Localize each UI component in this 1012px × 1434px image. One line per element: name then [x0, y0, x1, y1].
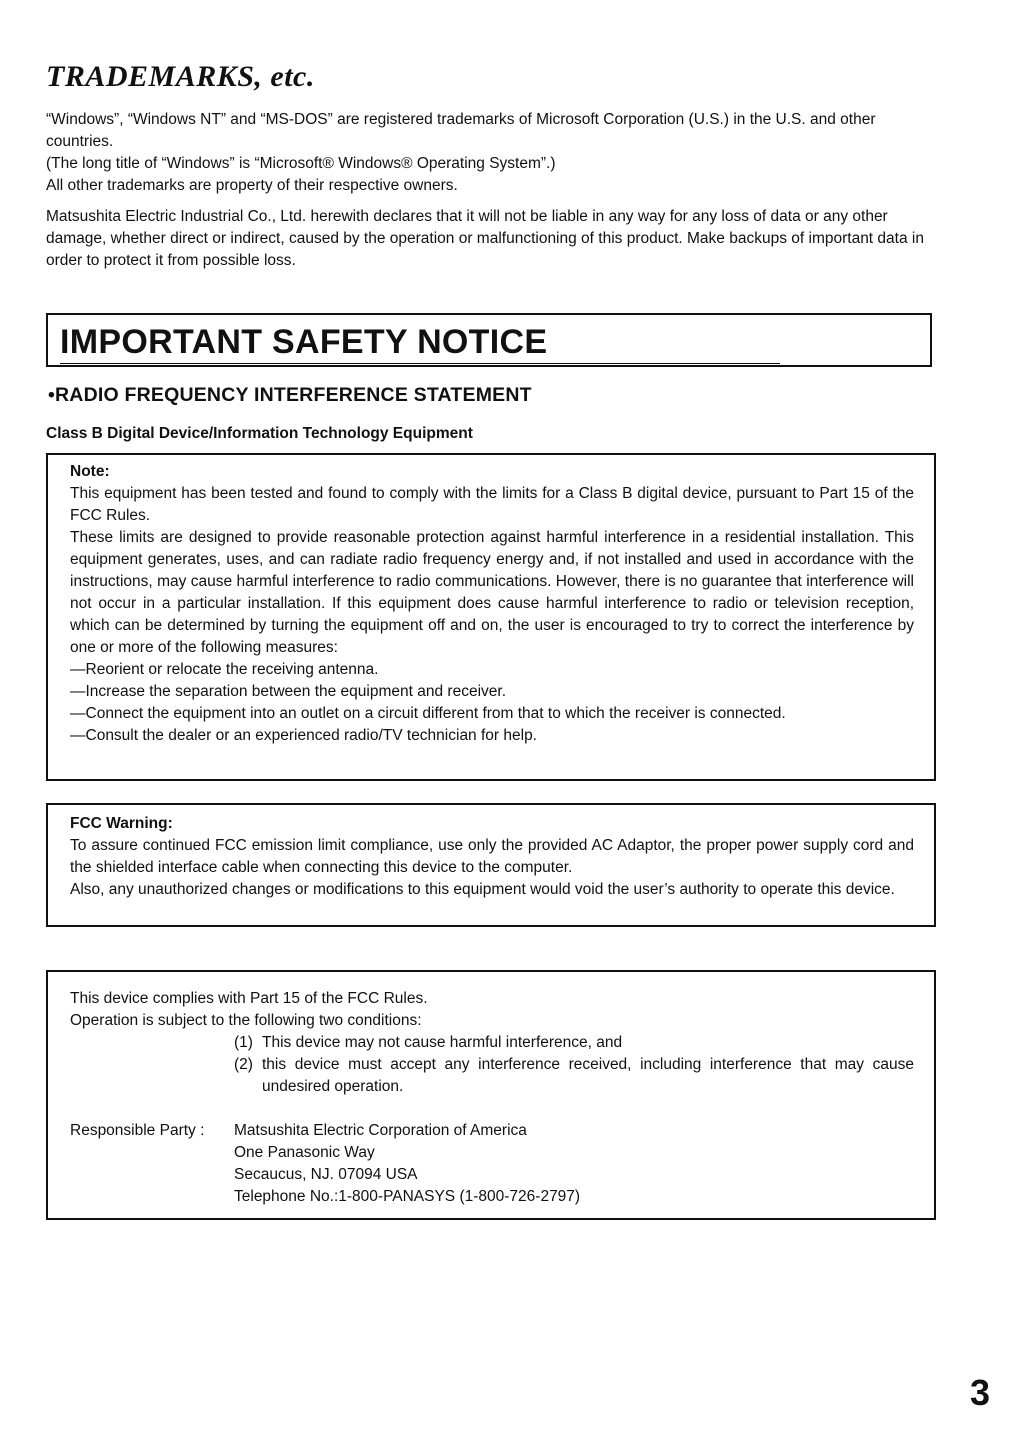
note-label: Note:: [70, 463, 110, 480]
compliance-line-2: Operation is subject to the following two conditions:: [70, 1012, 422, 1029]
trademarks-title: TRADEMARKS, etc.: [46, 60, 315, 93]
measure-item: —Reorient or relocate the receiving antenna.: [70, 661, 379, 678]
conditions-list: [70, 1032, 914, 1098]
address-line: Telephone No.:1-800-PANASYS (1-800-726-2797): [234, 1188, 581, 1205]
note-paragraph-2: These limits are designed to provide reasonable protection against harmful interference in a residential installation. This equipment generates, uses, and can radiate radio frequency energy and, if not installed and used in accordance with the instructions, may cause harmful interference to radio communications. However, there is no guarantee that interference will not occur in a particular installation. If this equipment does cause harmful interference to radio or television reception, which can be determined by turning the equipment off and on, the user is encouraged to try to correct the interference by one or more of the following measures:: [70, 529, 914, 656]
trademarks-line-1: “Windows”, “Windows NT” and “MS-DOS” are registered trademarks of Microsoft Corporation (U.S.) in the U.S. and other countries.: [46, 111, 876, 150]
address-line: Secaucus, NJ. 07094 USA: [234, 1166, 418, 1183]
trademarks-line-3: All other trademarks are property of their respective owners.: [46, 177, 458, 194]
note-box: [46, 453, 936, 781]
fcc-warning-paragraph-2: Also, any unauthorized changes or modifications to this equipment would void the user’s authority to operate this device.: [70, 881, 895, 898]
address-line: Matsushita Electric Corporation of America: [234, 1122, 527, 1139]
condition-text: this device must accept any interference received, including interference that may cause undesired operation.: [262, 1056, 914, 1095]
responsible-party-address: [234, 1120, 914, 1208]
condition-text: This device may not cause harmful interference, and: [262, 1034, 623, 1051]
measure-item: —Connect the equipment into an outlet on a circuit different from that to which the receiver is connected.: [70, 705, 786, 722]
rf-statement-subheading: Class B Digital Device/Information Technology Equipment: [46, 425, 473, 442]
condition-item: [234, 1054, 914, 1098]
fcc-compliance-box: [46, 970, 936, 1220]
fcc-warning-paragraph-1: To assure continued FCC emission limit compliance, use only the provided AC Adaptor, the proper power supply cord and the shielded interface cable when connecting this device to the computer.: [70, 837, 914, 876]
condition-number: (1): [234, 1034, 253, 1051]
trademarks-line-2: (The long title of “Windows” is “Microsoft® Windows® Operating System”.): [46, 155, 556, 172]
safety-notice-title: IMPORTANT SAFETY NOTICE: [60, 323, 548, 361]
measure-item: —Increase the separation between the equipment and receiver.: [70, 683, 506, 700]
address-line: One Panasonic Way: [234, 1144, 375, 1161]
page-number: 3: [970, 1372, 991, 1413]
fcc-warning-label: FCC Warning:: [70, 815, 173, 832]
liability-disclaimer: Matsushita Electric Industrial Co., Ltd. herewith declares that it will not be liable in any way for any loss of data or any other damage, whether direct or indirect, caused by the operation or malfunctioning of this product. Make backups of important data in order to protect it from possible loss.: [46, 208, 924, 269]
responsible-party-label: Responsible Party :: [70, 1122, 205, 1139]
safety-notice-banner: [46, 313, 932, 367]
trademarks-section: [46, 109, 946, 272]
responsible-party: [70, 1120, 914, 1208]
measure-item: —Consult the dealer or an experienced radio/TV technician for help.: [70, 727, 537, 744]
rf-statement-heading: •RADIO FREQUENCY INTERFERENCE STATEMENT: [48, 384, 532, 406]
fcc-warning-box: [46, 803, 936, 927]
note-paragraph-1: This equipment has been tested and found to comply with the limits for a Class B digital device, pursuant to Part 15 of the FCC Rules.: [70, 485, 914, 524]
divider: [60, 363, 780, 364]
condition-number: (2): [234, 1056, 253, 1073]
compliance-line-1: This device complies with Part 15 of the FCC Rules.: [70, 990, 428, 1007]
condition-item: [234, 1032, 914, 1054]
